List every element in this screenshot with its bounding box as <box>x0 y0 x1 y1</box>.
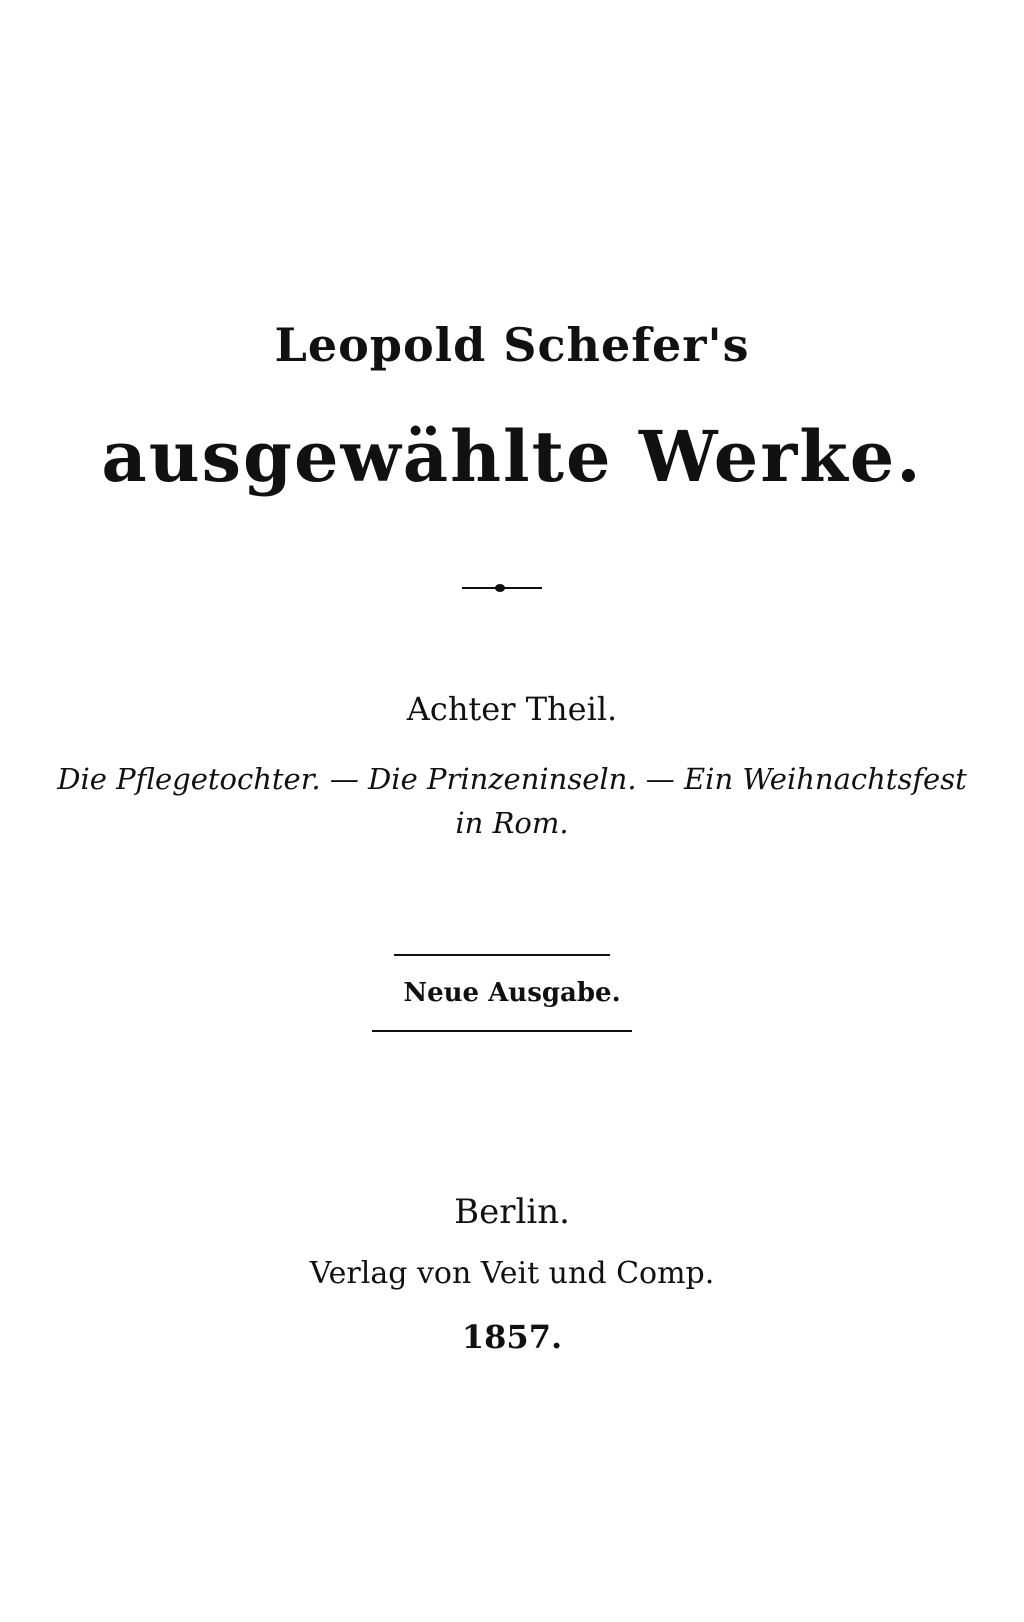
edition-rule-top <box>394 954 610 956</box>
publisher-name: Verlag von Veit und Comp. <box>309 1256 715 1291</box>
ornament-divider <box>462 582 542 594</box>
work-title: ausgewählte Werke. <box>101 415 923 498</box>
edition-label: Neue Ausgabe. <box>403 978 621 1008</box>
contents-line-2: in Rom. <box>455 806 569 840</box>
edition-rule-bottom <box>372 1030 632 1032</box>
publication-year: 1857. <box>461 1318 563 1356</box>
author-name: Leopold Schefer's <box>274 318 750 372</box>
publication-city: Berlin. <box>454 1192 570 1232</box>
ornament-dot <box>495 584 505 592</box>
contents-line-1: Die Pflegetochter. — Die Prinzeninseln. — Ein Weihnachtsfest <box>57 762 967 796</box>
part-heading: Achter Theil. <box>406 690 618 728</box>
